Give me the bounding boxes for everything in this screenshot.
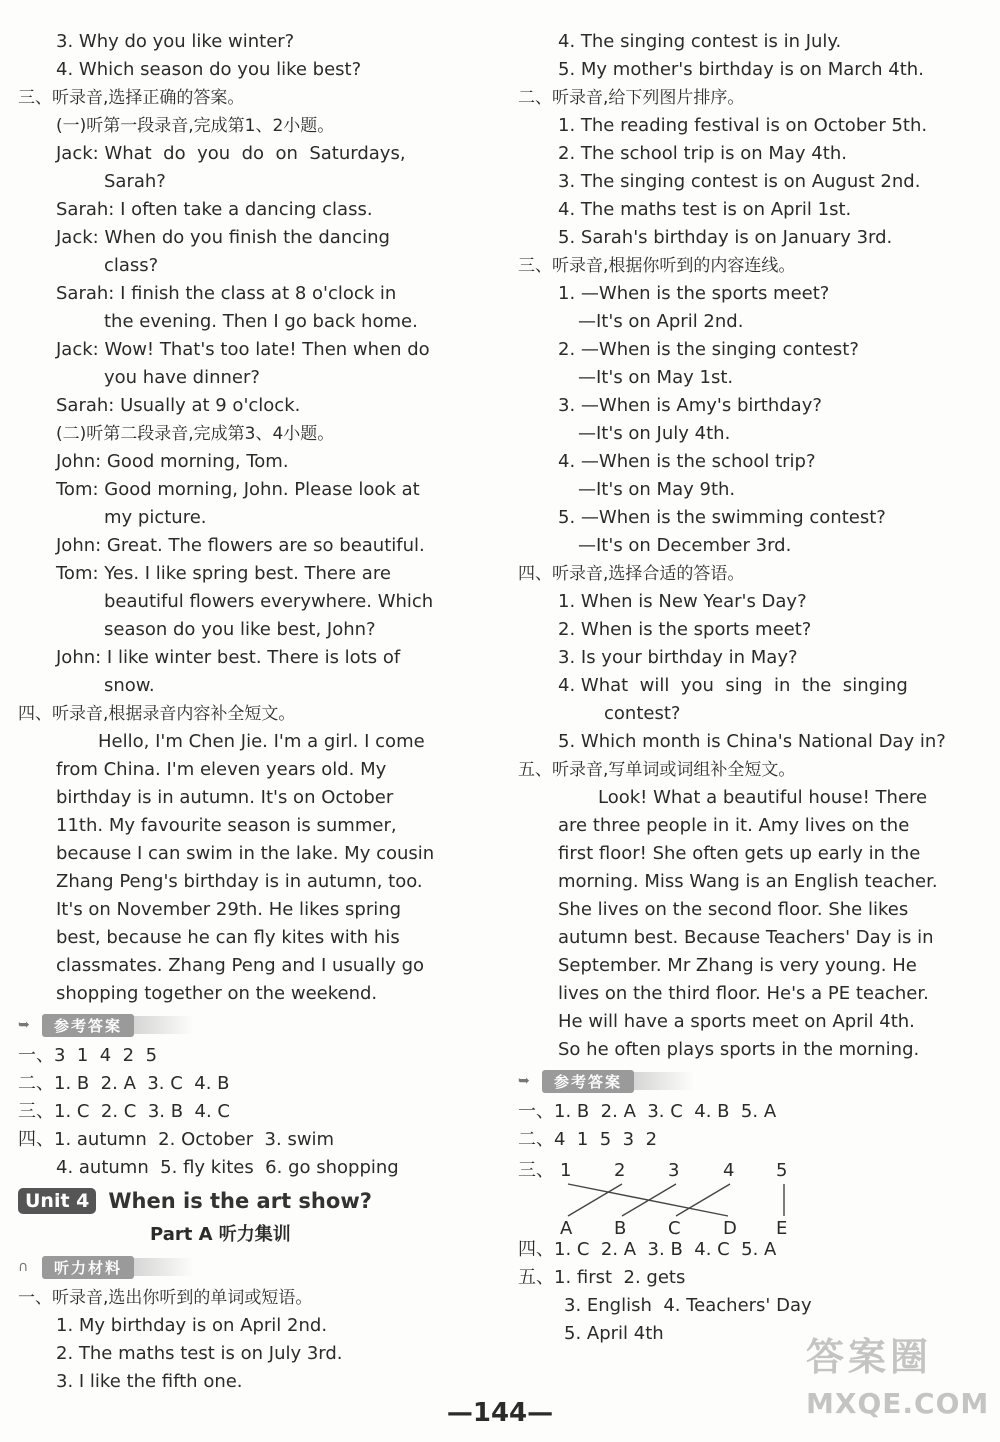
dialog-line: class? bbox=[104, 255, 159, 276]
intro-line: 4. Which season do you like best? bbox=[56, 59, 362, 80]
subsection-heading: (一)听第一段录音,完成第1、2小题。 bbox=[56, 116, 335, 136]
material-tag-row bbox=[18, 1252, 440, 1282]
passage-line: So he often plays sports in the morning. bbox=[558, 1039, 920, 1060]
question-line: 5. —When is the swimming contest? bbox=[558, 507, 886, 528]
passage-line: He will have a sports meet on April 4th. bbox=[558, 1011, 915, 1032]
match-bottom-label: B bbox=[614, 1218, 627, 1236]
dialog-line: Tom: Yes. I like spring best. There are bbox=[56, 563, 391, 584]
question-line: 3. The singing contest is on August 2nd. bbox=[558, 171, 921, 192]
unit-title: When is the art show? bbox=[108, 1189, 372, 1213]
dialog-line: Tom: Good morning, John. Please look at bbox=[56, 479, 420, 500]
passage-line: She lives on the second floor. She likes bbox=[558, 899, 909, 920]
answer-line: 二、1. B 2. A 3. C 4. B bbox=[18, 1073, 230, 1094]
section-heading: 五、听录音,写单词或词组补全短文。 bbox=[518, 760, 796, 780]
dialog-line: my picture. bbox=[104, 507, 207, 528]
answer-line: 3. English 4. Teachers' Day bbox=[564, 1295, 812, 1316]
dialog-line: Sarah: Usually at 9 o'clock. bbox=[56, 395, 301, 416]
passage-line: classmates. Zhang Peng and I usually go bbox=[56, 955, 425, 976]
answer-tag: 参考答案 bbox=[42, 1014, 134, 1037]
tag-fade bbox=[634, 1072, 694, 1090]
page-number: —144— bbox=[446, 1398, 554, 1428]
dialog-line: Jack: When do you finish the dancing bbox=[56, 227, 390, 248]
watermark-text: 答案圈 bbox=[806, 1335, 933, 1379]
question-line: 2. The maths test is on July 3rd. bbox=[56, 1343, 343, 1364]
question-line: contest? bbox=[604, 703, 681, 724]
dialog-line: John: Good morning, Tom. bbox=[56, 451, 289, 472]
answer-line: 二、4 1 5 3 2 bbox=[518, 1129, 658, 1150]
match-bottom-label: D bbox=[723, 1218, 737, 1236]
question-line: 2. When is the sports meet? bbox=[558, 619, 812, 640]
passage-line: because I can swim in the lake. My cousin bbox=[56, 843, 435, 864]
question-line: 1. When is New Year's Day? bbox=[558, 591, 807, 612]
arrow-icon: ➥ bbox=[518, 1073, 530, 1089]
answer-line: 三、1. C 2. C 3. B 4. C bbox=[18, 1101, 230, 1122]
question-line: 3. Is your birthday in May? bbox=[558, 647, 798, 668]
question-line: 2. —When is the singing contest? bbox=[558, 339, 859, 360]
watermark-logo bbox=[806, 1330, 996, 1438]
match-top-label: 2 bbox=[614, 1160, 626, 1181]
dialog-line: Sarah? bbox=[104, 171, 166, 192]
passage-line: best, because he can fly kites with his bbox=[56, 927, 400, 948]
passage-line: Zhang Peng's birthday is in autumn, too. bbox=[56, 871, 423, 892]
question-line: 3. —When is Amy's birthday? bbox=[558, 395, 822, 416]
dialog-line: Jack: Wow! That's too late! Then when do bbox=[56, 339, 430, 360]
dialog-line: Sarah: I often take a dancing class. bbox=[56, 199, 373, 220]
question-line: 2. The school trip is on May 4th. bbox=[558, 143, 847, 164]
passage-line: shopping together on the weekend. bbox=[56, 983, 378, 1004]
answer-line: —It's on December 3rd. bbox=[578, 535, 792, 556]
answer-line: —It's on July 4th. bbox=[578, 423, 731, 444]
answer-line: 4. autumn 5. fly kites 6. go shopping bbox=[56, 1157, 399, 1178]
answer-line: 5. April 4th bbox=[564, 1323, 664, 1344]
section-heading: 四、听录音,选择合适的答语。 bbox=[518, 564, 745, 584]
match-line bbox=[622, 1184, 676, 1216]
dialog-line: John: I like winter best. There is lots of bbox=[56, 647, 401, 668]
passage-line: morning. Miss Wang is an English teacher. bbox=[558, 871, 938, 892]
matching-diagram bbox=[518, 1154, 938, 1236]
question-line: 4. —When is the school trip? bbox=[558, 451, 816, 472]
question-line: 5. Sarah's birthday is on January 3rd. bbox=[558, 227, 893, 248]
answer-line: —It's on April 2nd. bbox=[578, 311, 744, 332]
unit-badge: Unit 4 bbox=[18, 1188, 96, 1214]
match-top-label: 1 bbox=[560, 1160, 572, 1181]
passage-line: It's on November 29th. He likes spring bbox=[56, 899, 402, 920]
answer-tag: 参考答案 bbox=[542, 1070, 634, 1093]
passage-line: September. Mr Zhang is very young. He bbox=[558, 955, 917, 976]
answer-line: 五、1. first 2. gets bbox=[518, 1267, 686, 1288]
match-bottom-label: A bbox=[560, 1218, 573, 1236]
material-tag: 听力材料 bbox=[42, 1256, 134, 1279]
question-line: 1. My birthday is on April 2nd. bbox=[56, 1315, 328, 1336]
answer-line: 一、1. B 2. A 3. C 4. B 5. A bbox=[518, 1101, 777, 1122]
match-top-label: 5 bbox=[776, 1160, 788, 1181]
passage-line: Hello, I'm Chen Jie. I'm a girl. I come bbox=[98, 731, 425, 752]
match-bottom-label: C bbox=[668, 1218, 681, 1236]
passage-line: autumn best. Because Teachers' Day is in bbox=[558, 927, 934, 948]
tag-fade bbox=[134, 1258, 194, 1276]
answer-tag-row bbox=[18, 1010, 440, 1040]
section-heading: 二、听录音,给下列图片排序。 bbox=[518, 88, 745, 108]
section-heading: 四、听录音,根据录音内容补全短文。 bbox=[18, 704, 296, 724]
answer-line: —It's on May 1st. bbox=[578, 367, 734, 388]
section-heading: 一、听录音,选出你听到的单词或短语。 bbox=[18, 1288, 313, 1308]
question-line: 1. The reading festival is on October 5th. bbox=[558, 115, 928, 136]
dialog-line: beautiful flowers everywhere. Which bbox=[104, 591, 434, 612]
question-line: 4. The maths test is on April 1st. bbox=[558, 199, 852, 220]
arrow-icon: ➥ bbox=[18, 1017, 30, 1033]
match-bottom-label: E bbox=[776, 1218, 788, 1236]
intro-line: 4. The singing contest is in July. bbox=[558, 31, 842, 52]
passage-line: first floor! She often gets up early in the bbox=[558, 843, 921, 864]
question-line: 1. —When is the sports meet? bbox=[558, 283, 830, 304]
passage-line: lives on the third floor. He's a PE teacher. bbox=[558, 983, 929, 1004]
dialog-line: snow. bbox=[104, 675, 155, 696]
passage-line: Look! What a beautiful house! There bbox=[598, 787, 928, 808]
dialog-line: you have dinner? bbox=[104, 367, 260, 388]
section-heading: 三、听录音,选择正确的答案。 bbox=[18, 88, 245, 108]
dialog-line: John: Great. The flowers are so beautiful. bbox=[56, 535, 425, 556]
answer-tag-row bbox=[518, 1066, 938, 1096]
subsection-heading: (二)听第二段录音,完成第3、4小题。 bbox=[56, 424, 335, 444]
matching-answer bbox=[518, 1154, 938, 1236]
question-line: 5. Which month is China's National Day in? bbox=[558, 731, 946, 752]
dialog-line: the evening. Then I go back home. bbox=[104, 311, 418, 332]
passage-line: 11th. My favourite season is summer, bbox=[56, 815, 397, 836]
answer-line: —It's on May 9th. bbox=[578, 479, 736, 500]
passage-line: from China. I'm eleven years old. My bbox=[56, 759, 387, 780]
question-line: 3. I like the fifth one. bbox=[56, 1371, 243, 1392]
intro-line: 5. My mother's birthday is on March 4th. bbox=[558, 59, 924, 80]
headphones-icon: ∩ bbox=[18, 1259, 29, 1275]
question-line: 4. What will you sing in the singing bbox=[558, 675, 908, 696]
watermark-url: MXQE.COM bbox=[806, 1387, 990, 1420]
answer-line: 一、3 1 4 2 5 bbox=[18, 1045, 158, 1066]
passage-line: are three people in it. Amy lives on the bbox=[558, 815, 910, 836]
match-top-label: 4 bbox=[723, 1160, 735, 1181]
match-label: 三、 bbox=[518, 1160, 554, 1181]
left-column bbox=[18, 28, 440, 1396]
section-heading: 三、听录音,根据你听到的内容连线。 bbox=[518, 256, 796, 276]
answer-line: 四、1. C 2. A 3. B 4. C 5. A bbox=[518, 1239, 777, 1260]
dialog-line: Jack: What do you do on Saturdays, bbox=[56, 143, 406, 164]
tag-fade bbox=[134, 1016, 194, 1034]
match-top-label: 3 bbox=[668, 1160, 680, 1181]
part-title: Part A 听力集训 bbox=[150, 1224, 291, 1245]
intro-line: 3. Why do you like winter? bbox=[56, 31, 295, 52]
dialog-line: season do you like best, John? bbox=[104, 619, 376, 640]
unit-header bbox=[18, 1184, 440, 1218]
answer-line: 四、1. autumn 2. October 3. swim bbox=[18, 1129, 335, 1150]
passage-line: birthday is in autumn. It's on October bbox=[56, 787, 394, 808]
right-column bbox=[518, 28, 946, 1348]
dialog-line: Sarah: I finish the class at 8 o'clock in bbox=[56, 283, 397, 304]
